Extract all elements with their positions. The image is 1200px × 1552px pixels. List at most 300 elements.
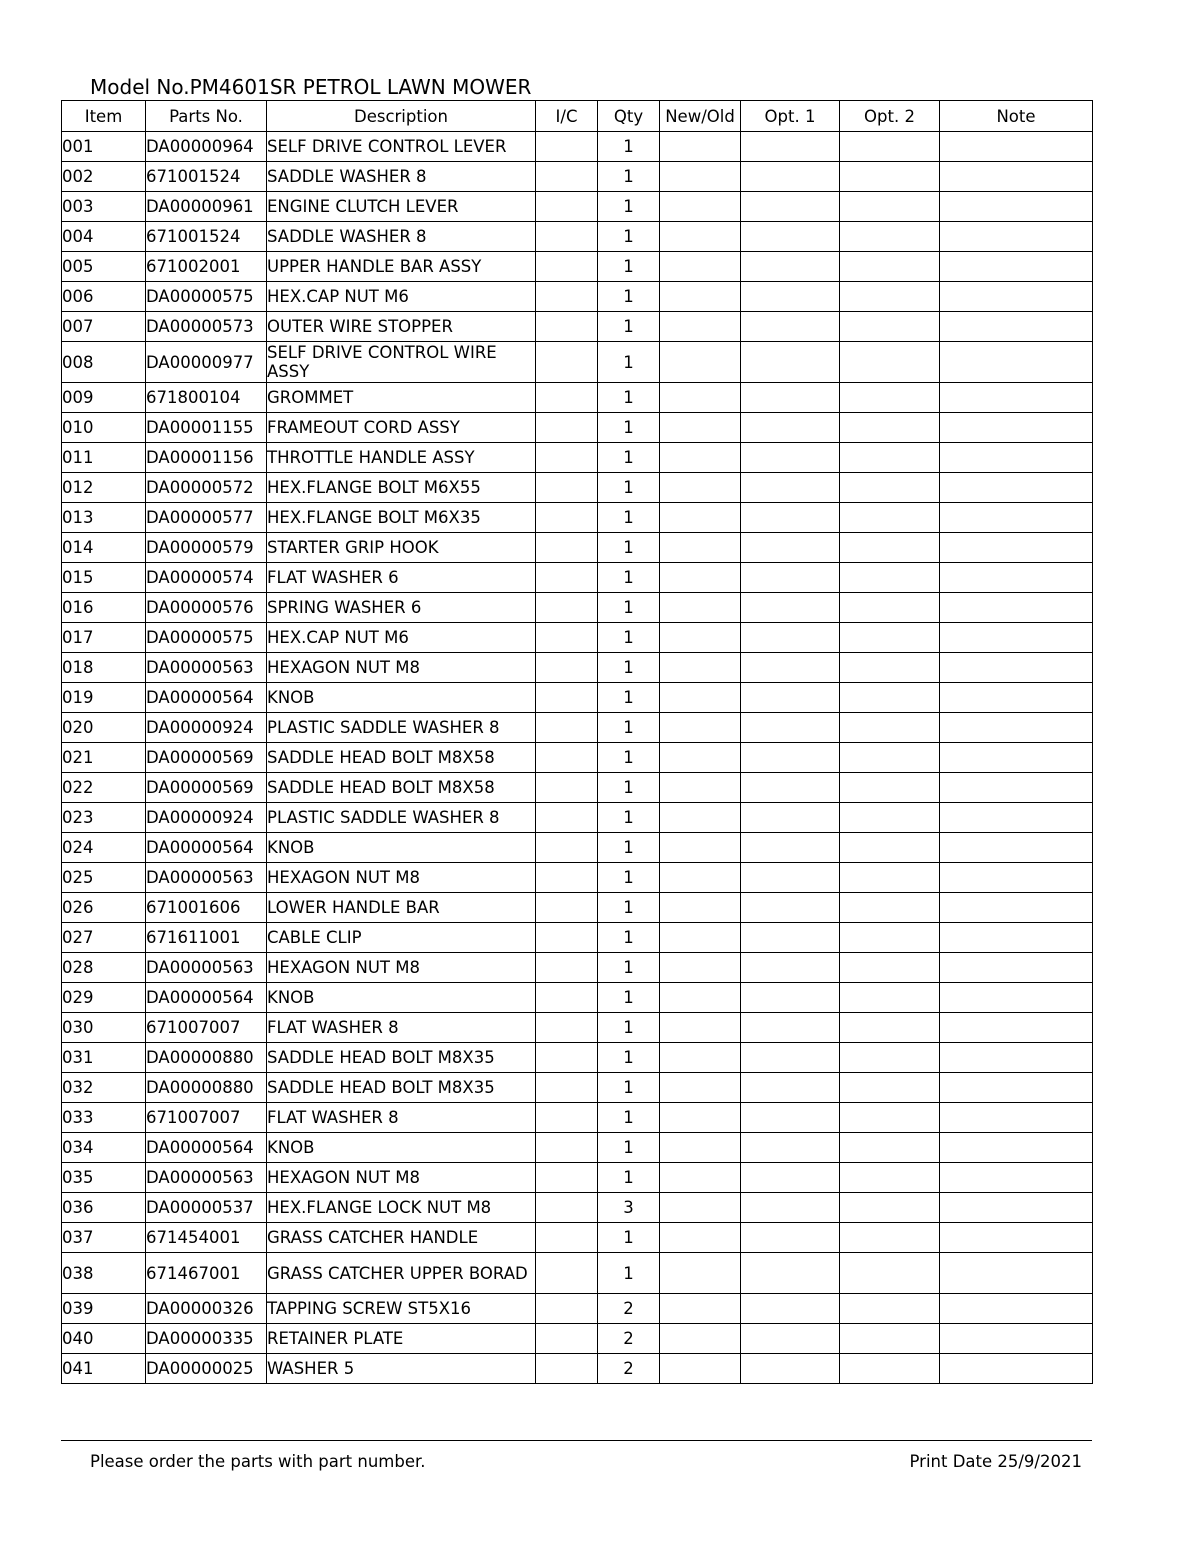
note-cell bbox=[940, 653, 1093, 683]
new-old-cell bbox=[660, 773, 741, 803]
qty-cell: 1 bbox=[598, 1073, 660, 1103]
new-old-cell bbox=[660, 1163, 741, 1193]
table-row bbox=[62, 162, 1093, 192]
opt-2-cell bbox=[840, 1253, 940, 1294]
opt-2-cell bbox=[840, 413, 940, 443]
new-old-cell bbox=[660, 132, 741, 162]
table-row bbox=[62, 192, 1093, 222]
description-cell: KNOB bbox=[267, 833, 536, 863]
description-cell: HEXAGON NUT M8 bbox=[267, 953, 536, 983]
qty-cell: 1 bbox=[598, 282, 660, 312]
table-row bbox=[62, 533, 1093, 563]
note-cell bbox=[940, 743, 1093, 773]
new-old-cell bbox=[660, 1103, 741, 1133]
description-cell: WASHER 5 bbox=[267, 1354, 536, 1384]
new-old-cell bbox=[660, 623, 741, 653]
ic-cell bbox=[536, 413, 598, 443]
opt-1-cell bbox=[741, 312, 840, 342]
table-row bbox=[62, 563, 1093, 593]
description-cell: LOWER HANDLE BAR bbox=[267, 893, 536, 923]
description-cell: HEX.FLANGE BOLT M6X35 bbox=[267, 503, 536, 533]
table-row bbox=[62, 473, 1093, 503]
table-row bbox=[62, 342, 1093, 383]
table-row bbox=[62, 653, 1093, 683]
item-cell: 033 bbox=[62, 1103, 146, 1133]
note-cell bbox=[940, 1043, 1093, 1073]
opt-2-cell bbox=[840, 1043, 940, 1073]
ic-cell bbox=[536, 863, 598, 893]
item-cell: 036 bbox=[62, 1193, 146, 1223]
qty-cell: 1 bbox=[598, 503, 660, 533]
ic-cell bbox=[536, 1103, 598, 1133]
opt-2-cell bbox=[840, 312, 940, 342]
parts-no-cell: DA00000575 bbox=[146, 282, 267, 312]
new-old-cell bbox=[660, 563, 741, 593]
header-row bbox=[62, 101, 1093, 132]
table-row bbox=[62, 132, 1093, 162]
table-row bbox=[62, 983, 1093, 1013]
table-row bbox=[62, 833, 1093, 863]
ic-cell bbox=[536, 1253, 598, 1294]
table-row bbox=[62, 1193, 1093, 1223]
table-row bbox=[62, 1073, 1093, 1103]
opt-1-cell bbox=[741, 833, 840, 863]
table-row bbox=[62, 593, 1093, 623]
opt-1-cell bbox=[741, 863, 840, 893]
qty-cell: 1 bbox=[598, 683, 660, 713]
parts-no-cell: DA00000564 bbox=[146, 833, 267, 863]
table-row bbox=[62, 252, 1093, 282]
item-cell: 027 bbox=[62, 923, 146, 953]
description-cell: GRASS CATCHER UPPER BORAD bbox=[267, 1253, 536, 1294]
parts-no-cell: 671007007 bbox=[146, 1103, 267, 1133]
table-row bbox=[62, 893, 1093, 923]
ic-cell bbox=[536, 1294, 598, 1324]
ic-cell bbox=[536, 1013, 598, 1043]
item-cell: 002 bbox=[62, 162, 146, 192]
new-old-cell bbox=[660, 473, 741, 503]
ic-cell bbox=[536, 983, 598, 1013]
qty-cell: 1 bbox=[598, 413, 660, 443]
note-cell bbox=[940, 1163, 1093, 1193]
ic-cell bbox=[536, 312, 598, 342]
opt-1-cell bbox=[741, 443, 840, 473]
new-old-cell bbox=[660, 312, 741, 342]
parts-no-cell: DA00000335 bbox=[146, 1324, 267, 1354]
parts-no-cell: DA00000880 bbox=[146, 1073, 267, 1103]
new-old-cell bbox=[660, 162, 741, 192]
description-cell: FRAMEOUT CORD ASSY bbox=[267, 413, 536, 443]
description-cell: KNOB bbox=[267, 1133, 536, 1163]
ic-cell bbox=[536, 893, 598, 923]
description-cell: SELF DRIVE CONTROL LEVER bbox=[267, 132, 536, 162]
table-row bbox=[62, 383, 1093, 413]
description-cell: SELF DRIVE CONTROL WIRE ASSY bbox=[267, 342, 536, 383]
opt-1-cell bbox=[741, 473, 840, 503]
item-cell: 034 bbox=[62, 1133, 146, 1163]
column-header-ic: I/C bbox=[536, 101, 598, 132]
description-cell: OUTER WIRE STOPPER bbox=[267, 312, 536, 342]
qty-cell: 1 bbox=[598, 893, 660, 923]
table-row bbox=[62, 1223, 1093, 1253]
item-cell: 018 bbox=[62, 653, 146, 683]
opt-1-cell bbox=[741, 773, 840, 803]
note-cell bbox=[940, 893, 1093, 923]
new-old-cell bbox=[660, 503, 741, 533]
new-old-cell bbox=[660, 383, 741, 413]
table-row bbox=[62, 1354, 1093, 1384]
qty-cell: 1 bbox=[598, 1133, 660, 1163]
item-cell: 006 bbox=[62, 282, 146, 312]
ic-cell bbox=[536, 443, 598, 473]
new-old-cell bbox=[660, 983, 741, 1013]
item-cell: 030 bbox=[62, 1013, 146, 1043]
ic-cell bbox=[536, 132, 598, 162]
parts-no-cell: DA00000574 bbox=[146, 563, 267, 593]
opt-1-cell bbox=[741, 1073, 840, 1103]
ic-cell bbox=[536, 1133, 598, 1163]
note-cell bbox=[940, 383, 1093, 413]
opt-1-cell bbox=[741, 593, 840, 623]
new-old-cell bbox=[660, 1043, 741, 1073]
qty-cell: 1 bbox=[598, 162, 660, 192]
footer-divider bbox=[61, 1440, 1092, 1441]
qty-cell: 1 bbox=[598, 923, 660, 953]
qty-cell: 2 bbox=[598, 1324, 660, 1354]
note-cell bbox=[940, 623, 1093, 653]
item-cell: 041 bbox=[62, 1354, 146, 1384]
ic-cell bbox=[536, 563, 598, 593]
opt-1-cell bbox=[741, 282, 840, 312]
note-cell bbox=[940, 162, 1093, 192]
description-cell: SPRING WASHER 6 bbox=[267, 593, 536, 623]
item-cell: 009 bbox=[62, 383, 146, 413]
qty-cell: 1 bbox=[598, 1223, 660, 1253]
ic-cell bbox=[536, 1324, 598, 1354]
ic-cell bbox=[536, 803, 598, 833]
description-cell: THROTTLE HANDLE ASSY bbox=[267, 443, 536, 473]
ic-cell bbox=[536, 743, 598, 773]
opt-1-cell bbox=[741, 623, 840, 653]
column-header-description: Description bbox=[267, 101, 536, 132]
new-old-cell bbox=[660, 593, 741, 623]
parts-no-cell: DA00000577 bbox=[146, 503, 267, 533]
footer-print-date: Print Date 25/9/2021 bbox=[909, 1452, 1082, 1471]
note-cell bbox=[940, 953, 1093, 983]
description-cell: SADDLE HEAD BOLT M8X35 bbox=[267, 1043, 536, 1073]
description-cell: HEXAGON NUT M8 bbox=[267, 863, 536, 893]
parts-no-cell: DA00000579 bbox=[146, 533, 267, 563]
new-old-cell bbox=[660, 1223, 741, 1253]
description-cell: HEX.CAP NUT M6 bbox=[267, 282, 536, 312]
note-cell bbox=[940, 1354, 1093, 1384]
qty-cell: 1 bbox=[598, 533, 660, 563]
column-header-opt-1: Opt. 1 bbox=[741, 101, 840, 132]
parts-no-cell: DA00000572 bbox=[146, 473, 267, 503]
opt-1-cell bbox=[741, 803, 840, 833]
new-old-cell bbox=[660, 1294, 741, 1324]
item-cell: 038 bbox=[62, 1253, 146, 1294]
opt-1-cell bbox=[741, 252, 840, 282]
item-cell: 028 bbox=[62, 953, 146, 983]
note-cell bbox=[940, 773, 1093, 803]
new-old-cell bbox=[660, 1133, 741, 1163]
description-cell: HEXAGON NUT M8 bbox=[267, 653, 536, 683]
item-cell: 039 bbox=[62, 1294, 146, 1324]
description-cell: RETAINER PLATE bbox=[267, 1324, 536, 1354]
parts-no-cell: DA00000564 bbox=[146, 983, 267, 1013]
opt-1-cell bbox=[741, 713, 840, 743]
description-cell: SADDLE HEAD BOLT M8X58 bbox=[267, 773, 536, 803]
item-cell: 040 bbox=[62, 1324, 146, 1354]
qty-cell: 1 bbox=[598, 653, 660, 683]
opt-2-cell bbox=[840, 252, 940, 282]
column-header-parts-no: Parts No. bbox=[146, 101, 267, 132]
opt-1-cell bbox=[741, 1163, 840, 1193]
description-cell: FLAT WASHER 8 bbox=[267, 1013, 536, 1043]
new-old-cell bbox=[660, 863, 741, 893]
table-row bbox=[62, 773, 1093, 803]
note-cell bbox=[940, 1103, 1093, 1133]
opt-2-cell bbox=[840, 1103, 940, 1133]
qty-cell: 1 bbox=[598, 953, 660, 983]
description-cell: FLAT WASHER 6 bbox=[267, 563, 536, 593]
description-cell: STARTER GRIP HOOK bbox=[267, 533, 536, 563]
qty-cell: 1 bbox=[598, 192, 660, 222]
new-old-cell bbox=[660, 192, 741, 222]
qty-cell: 1 bbox=[598, 1253, 660, 1294]
note-cell bbox=[940, 132, 1093, 162]
opt-2-cell bbox=[840, 803, 940, 833]
parts-no-cell: DA00000573 bbox=[146, 312, 267, 342]
parts-no-cell: DA00000880 bbox=[146, 1043, 267, 1073]
note-cell bbox=[940, 443, 1093, 473]
new-old-cell bbox=[660, 653, 741, 683]
new-old-cell bbox=[660, 1354, 741, 1384]
new-old-cell bbox=[660, 1324, 741, 1354]
table-row bbox=[62, 803, 1093, 833]
parts-no-cell: DA00000563 bbox=[146, 1163, 267, 1193]
description-cell: HEX.FLANGE BOLT M6X55 bbox=[267, 473, 536, 503]
item-cell: 035 bbox=[62, 1163, 146, 1193]
new-old-cell bbox=[660, 1193, 741, 1223]
item-cell: 003 bbox=[62, 192, 146, 222]
table-row bbox=[62, 1013, 1093, 1043]
opt-1-cell bbox=[741, 1324, 840, 1354]
description-cell: SADDLE HEAD BOLT M8X58 bbox=[267, 743, 536, 773]
parts-no-cell: 671454001 bbox=[146, 1223, 267, 1253]
qty-cell: 1 bbox=[598, 252, 660, 282]
opt-2-cell bbox=[840, 863, 940, 893]
item-cell: 004 bbox=[62, 222, 146, 252]
ic-cell bbox=[536, 1043, 598, 1073]
new-old-cell bbox=[660, 1013, 741, 1043]
opt-1-cell bbox=[741, 953, 840, 983]
ic-cell bbox=[536, 503, 598, 533]
item-cell: 001 bbox=[62, 132, 146, 162]
new-old-cell bbox=[660, 683, 741, 713]
parts-no-cell: DA00000924 bbox=[146, 713, 267, 743]
note-cell bbox=[940, 342, 1093, 383]
qty-cell: 1 bbox=[598, 312, 660, 342]
qty-cell: 1 bbox=[598, 983, 660, 1013]
description-cell: PLASTIC SADDLE WASHER 8 bbox=[267, 803, 536, 833]
item-cell: 037 bbox=[62, 1223, 146, 1253]
item-cell: 017 bbox=[62, 623, 146, 653]
opt-1-cell bbox=[741, 1193, 840, 1223]
description-cell: KNOB bbox=[267, 683, 536, 713]
opt-2-cell bbox=[840, 683, 940, 713]
table-row bbox=[62, 1294, 1093, 1324]
qty-cell: 1 bbox=[598, 623, 660, 653]
opt-1-cell bbox=[741, 1013, 840, 1043]
parts-no-cell: 671007007 bbox=[146, 1013, 267, 1043]
note-cell bbox=[940, 312, 1093, 342]
parts-no-cell: DA00000326 bbox=[146, 1294, 267, 1324]
qty-cell: 2 bbox=[598, 1294, 660, 1324]
parts-no-cell: DA00000569 bbox=[146, 773, 267, 803]
opt-2-cell bbox=[840, 833, 940, 863]
opt-2-cell bbox=[840, 653, 940, 683]
ic-cell bbox=[536, 1223, 598, 1253]
note-cell bbox=[940, 1294, 1093, 1324]
parts-no-cell: DA00000563 bbox=[146, 953, 267, 983]
table-row bbox=[62, 623, 1093, 653]
ic-cell bbox=[536, 342, 598, 383]
description-cell: HEXAGON NUT M8 bbox=[267, 1163, 536, 1193]
qty-cell: 1 bbox=[598, 1163, 660, 1193]
opt-2-cell bbox=[840, 1073, 940, 1103]
opt-2-cell bbox=[840, 282, 940, 312]
parts-no-cell: DA00000537 bbox=[146, 1193, 267, 1223]
table-row bbox=[62, 413, 1093, 443]
opt-2-cell bbox=[840, 132, 940, 162]
item-cell: 022 bbox=[62, 773, 146, 803]
ic-cell bbox=[536, 773, 598, 803]
note-cell bbox=[940, 593, 1093, 623]
item-cell: 007 bbox=[62, 312, 146, 342]
note-cell bbox=[940, 923, 1093, 953]
opt-1-cell bbox=[741, 503, 840, 533]
table-row bbox=[62, 1324, 1093, 1354]
new-old-cell bbox=[660, 413, 741, 443]
parts-no-cell: 671467001 bbox=[146, 1253, 267, 1294]
note-cell bbox=[940, 983, 1093, 1013]
opt-2-cell bbox=[840, 923, 940, 953]
new-old-cell bbox=[660, 833, 741, 863]
description-cell: UPPER HANDLE BAR ASSY bbox=[267, 252, 536, 282]
table-row bbox=[62, 503, 1093, 533]
note-cell bbox=[940, 503, 1093, 533]
parts-no-cell: DA00000977 bbox=[146, 342, 267, 383]
opt-2-cell bbox=[840, 1193, 940, 1223]
column-header-opt-2: Opt. 2 bbox=[840, 101, 940, 132]
opt-2-cell bbox=[840, 593, 940, 623]
new-old-cell bbox=[660, 1073, 741, 1103]
ic-cell bbox=[536, 192, 598, 222]
new-old-cell bbox=[660, 803, 741, 833]
item-cell: 032 bbox=[62, 1073, 146, 1103]
note-cell bbox=[940, 413, 1093, 443]
ic-cell bbox=[536, 533, 598, 563]
opt-1-cell bbox=[741, 683, 840, 713]
table-row bbox=[62, 713, 1093, 743]
item-cell: 029 bbox=[62, 983, 146, 1013]
new-old-cell bbox=[660, 443, 741, 473]
description-cell: SADDLE HEAD BOLT M8X35 bbox=[267, 1073, 536, 1103]
opt-1-cell bbox=[741, 192, 840, 222]
qty-cell: 1 bbox=[598, 1103, 660, 1133]
opt-2-cell bbox=[840, 563, 940, 593]
qty-cell: 1 bbox=[598, 473, 660, 503]
parts-no-cell: DA00001156 bbox=[146, 443, 267, 473]
new-old-cell bbox=[660, 923, 741, 953]
ic-cell bbox=[536, 1163, 598, 1193]
opt-2-cell bbox=[840, 713, 940, 743]
qty-cell: 1 bbox=[598, 1013, 660, 1043]
qty-cell: 1 bbox=[598, 342, 660, 383]
note-cell bbox=[940, 1193, 1093, 1223]
opt-2-cell bbox=[840, 1294, 940, 1324]
parts-no-cell: DA00000563 bbox=[146, 653, 267, 683]
item-cell: 021 bbox=[62, 743, 146, 773]
opt-2-cell bbox=[840, 342, 940, 383]
table-row bbox=[62, 1253, 1093, 1294]
table-row bbox=[62, 923, 1093, 953]
column-header-qty: Qty bbox=[598, 101, 660, 132]
ic-cell bbox=[536, 162, 598, 192]
parts-no-cell: DA00000961 bbox=[146, 192, 267, 222]
ic-cell bbox=[536, 923, 598, 953]
opt-1-cell bbox=[741, 222, 840, 252]
opt-1-cell bbox=[741, 1133, 840, 1163]
table-row bbox=[62, 683, 1093, 713]
opt-1-cell bbox=[741, 983, 840, 1013]
document-title: Model No.PM4601SR PETROL LAWN MOWER bbox=[90, 75, 532, 99]
note-cell bbox=[940, 1133, 1093, 1163]
note-cell bbox=[940, 683, 1093, 713]
ic-cell bbox=[536, 222, 598, 252]
opt-1-cell bbox=[741, 132, 840, 162]
table-row bbox=[62, 443, 1093, 473]
item-cell: 013 bbox=[62, 503, 146, 533]
opt-2-cell bbox=[840, 1133, 940, 1163]
description-cell: TAPPING SCREW ST5X16 bbox=[267, 1294, 536, 1324]
ic-cell bbox=[536, 623, 598, 653]
opt-2-cell bbox=[840, 503, 940, 533]
opt-2-cell bbox=[840, 893, 940, 923]
note-cell bbox=[940, 473, 1093, 503]
qty-cell: 1 bbox=[598, 563, 660, 593]
new-old-cell bbox=[660, 282, 741, 312]
ic-cell bbox=[536, 953, 598, 983]
item-cell: 008 bbox=[62, 342, 146, 383]
parts-no-cell: DA00000563 bbox=[146, 863, 267, 893]
item-cell: 026 bbox=[62, 893, 146, 923]
ic-cell bbox=[536, 713, 598, 743]
note-cell bbox=[940, 1324, 1093, 1354]
opt-1-cell bbox=[741, 923, 840, 953]
opt-1-cell bbox=[741, 893, 840, 923]
qty-cell: 1 bbox=[598, 383, 660, 413]
parts-no-cell: DA00000564 bbox=[146, 683, 267, 713]
opt-2-cell bbox=[840, 743, 940, 773]
ic-cell bbox=[536, 1354, 598, 1384]
table-row bbox=[62, 312, 1093, 342]
opt-2-cell bbox=[840, 1223, 940, 1253]
parts-no-cell: 671002001 bbox=[146, 252, 267, 282]
parts-no-cell: DA00000964 bbox=[146, 132, 267, 162]
